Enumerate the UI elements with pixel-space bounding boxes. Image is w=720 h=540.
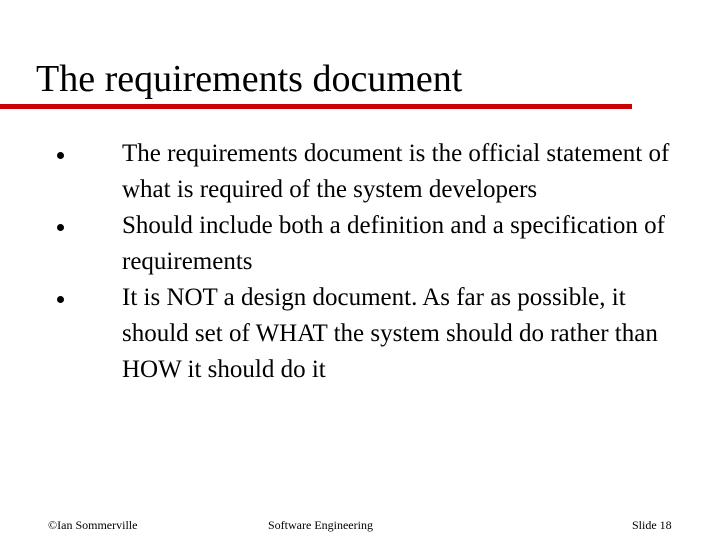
footer-slide-number: Slide 18 (632, 518, 672, 532)
bullet-text: It is NOT a design document. As far as possible, it should set of WHAT the system should do rather than HOW it should do it (122, 284, 658, 383)
bullet-item (0, 280, 720, 388)
bullet-item (0, 208, 720, 280)
bullet-text: Should include both a definition and a specification of requirements (122, 212, 665, 275)
bullet-dot-icon (57, 152, 64, 159)
footer-course: Software Engineering (268, 518, 373, 532)
bullet-list (0, 136, 720, 388)
footer-author: ©Ian Sommerville (48, 518, 138, 532)
bullet-item (0, 136, 720, 208)
bullet-text: The requirements document is the official statement of what is required of the system developers (122, 140, 670, 203)
bullet-dot-icon (57, 296, 64, 303)
bullet-dot-icon (57, 224, 64, 231)
title-underline (0, 104, 632, 109)
slide-title: The requirements document (36, 58, 463, 100)
